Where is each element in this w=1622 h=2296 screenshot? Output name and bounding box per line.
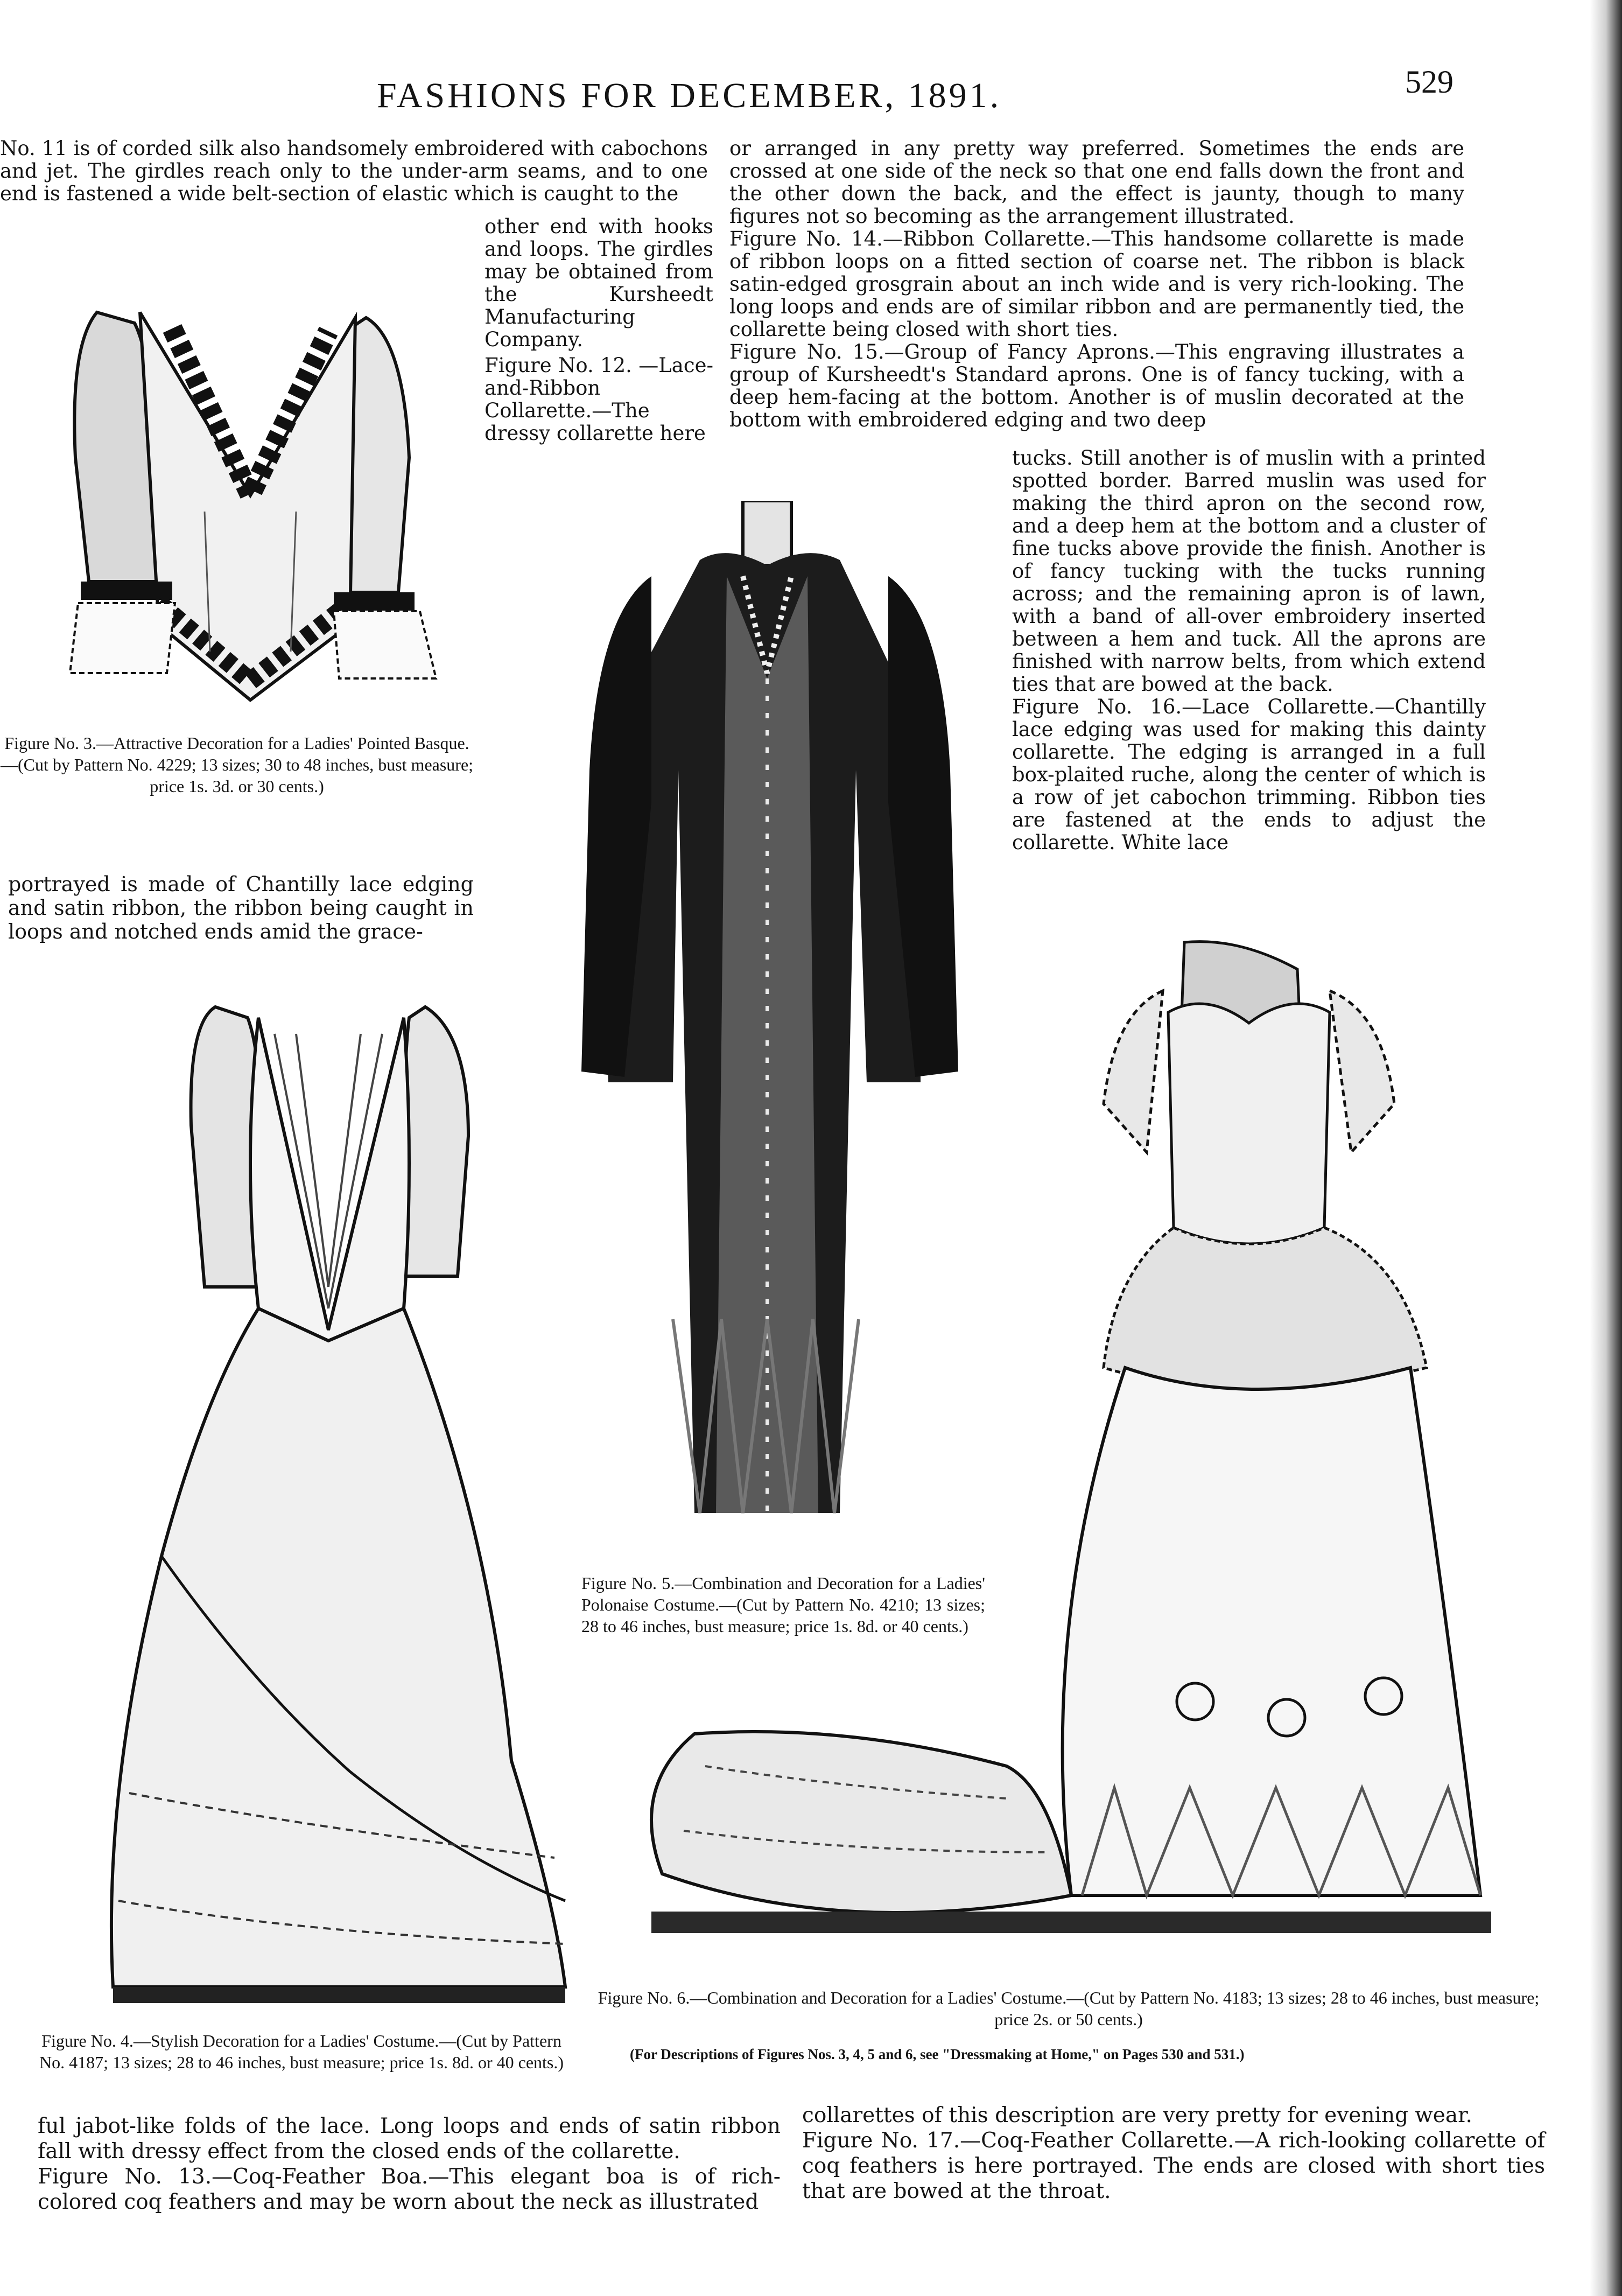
- fig14-text: Figure No. 14.—Ribbon Collarette.—This handsome collarette is made of ribbon loops on a fitted section of coarse net. The ribbon is black satin-edged grosgrain about an inch wide and is very rich-looking. The long loops and ends are of similar ribbon and are permanently tied, the collarette being closed with short ties.: [729, 227, 1464, 341]
- right-column-text: [729, 137, 1464, 431]
- figure-3-basque-illustration: [38, 280, 463, 711]
- right-top-text: or arranged in any pretty way preferred. Sometimes the ends are crossed at one side of the neck so that one end falls down the front and the other down the back, and the effect is jaunty, though to many figures not so becoming as the arrangement illustrated.: [729, 137, 1464, 228]
- figure-6-caption: Figure No. 6.—Combination and Decoration for a Ladies' Costume.—(Cut by Pattern No. 4183; 13 sizes; 28 to 46 inches, bust measure; price 2s. or 50 cents.): [598, 1988, 1540, 2029]
- figure-3-caption: Figure No. 3.—Attractive Decoration for a Ladies' Pointed Basque.—(Cut by Pattern No. 4229; 13 sizes; 30 to 48 inches, bust measure; price 1s. 3d. or 30 cents.): [0, 733, 474, 796]
- fig12-heading-text: Figure No. 12. —Lace-and-Ribbon Collarette.—The dressy collarette here: [485, 354, 713, 445]
- intro-paragraph: [0, 137, 708, 205]
- figure-5-caption: Figure No. 5.—Combination and Decoration for a Ladies' Polonaise Costume.—(Cut by Pattern No. 4210; 13 sizes; 28 to 46 inches, bust measure; price 1s. 8d. or 40 cents.): [581, 1573, 985, 1636]
- fig12-wrap-text: other end with hooks and loops. The girdles may be obtained from the Kursheedt Manufacturing Company.: [485, 215, 713, 351]
- figure-4-costume-illustration: [81, 985, 576, 2025]
- bottom-left-text: ful jabot-like folds of the lace. Long loops and ends of satin ribbon fall with dressy effect from the closed ends of the collarette.: [38, 2114, 781, 2164]
- fig16-text: Figure No. 16.—Lace Collarette.—Chantilly lace edging was used for making this dainty collarette. The edging is arranged in a full box-plaited ruche, along the center of which is a row of jet cabochon trimming. Ribbon ties are fastened at the ends to adjust the collarette. White lace: [1012, 695, 1486, 854]
- fig15-text: Figure No. 15.—Group of Fancy Aprons.—This engraving illustrates a group of Kursheedt's Standard aprons. One is of fancy tucking, with a deep hem-facing at the bottom. Another is of muslin decorated at the bottom with embroidered edging and two deep: [729, 340, 1464, 431]
- page-number: 529: [1405, 64, 1454, 100]
- fig13-text: Figure No. 13.—Coq-Feather Boa.—This elegant boa is of rich-colored coq feathers and may be worn about the neck as illustrated: [38, 2165, 781, 2214]
- right-narrow-column: [1012, 447, 1486, 854]
- intro-text: No. 11 is of corded silk also handsomely embroidered with cabochons and jet. The girdles reach only to the under-arm seams, and to one end is fastened a wide belt-section of elastic which is caught to the: [0, 137, 708, 205]
- fig12-column: [485, 215, 713, 445]
- fig15-continuation-text: tucks. Still another is of muslin with a printed spotted border. Barred muslin was used for making the third apron on the second row, and a deep hem at the bottom and a cluster of fine tucks above provide the finish. Another is of fancy tucking with the tucks running across; and the remaining apron is of lawn, with a band of all-over embroidery inserted between a hem and tuck. All the aprons are finished with narrow belts, from which extend ties that are bowed at the back.: [1012, 446, 1486, 696]
- fig12-continuation-text: portrayed is made of Chantilly lace edging and satin ribbon, the ribbon being caught in loops and notched ends amid the grace-: [8, 872, 474, 943]
- fig17-text: Figure No. 17.—Coq-Feather Collarette.—A rich-looking collarette of coq feathers is here portrayed. The ends are closed with short ties that are bowed at the throat.: [802, 2129, 1545, 2203]
- bottom-left-column: [38, 2113, 781, 2215]
- descriptions-note: (For Descriptions of Figures Nos. 3, 4, 5 and 6, see "Dressmaking at Home," on Pages 530 and 531.): [630, 2046, 1245, 2062]
- figure-4-caption: Figure No. 4.—Stylish Decoration for a Ladies' Costume.—(Cut by Pattern No. 4187; 13 sizes; 28 to 46 inches, bust measure; price 1s. 8d. or 40 cents.): [39, 2031, 564, 2072]
- page-title: FASHIONS FOR DECEMBER, 1891.: [377, 76, 1002, 115]
- figure-6-costume-illustration: [630, 926, 1561, 2003]
- bottom-right-column: [802, 2103, 1545, 2204]
- fig12-continuation: [8, 872, 474, 943]
- page-edge-shadow: [1590, 0, 1622, 2296]
- bottom-right-text: collarettes of this description are very pretty for evening wear.: [802, 2103, 1472, 2127]
